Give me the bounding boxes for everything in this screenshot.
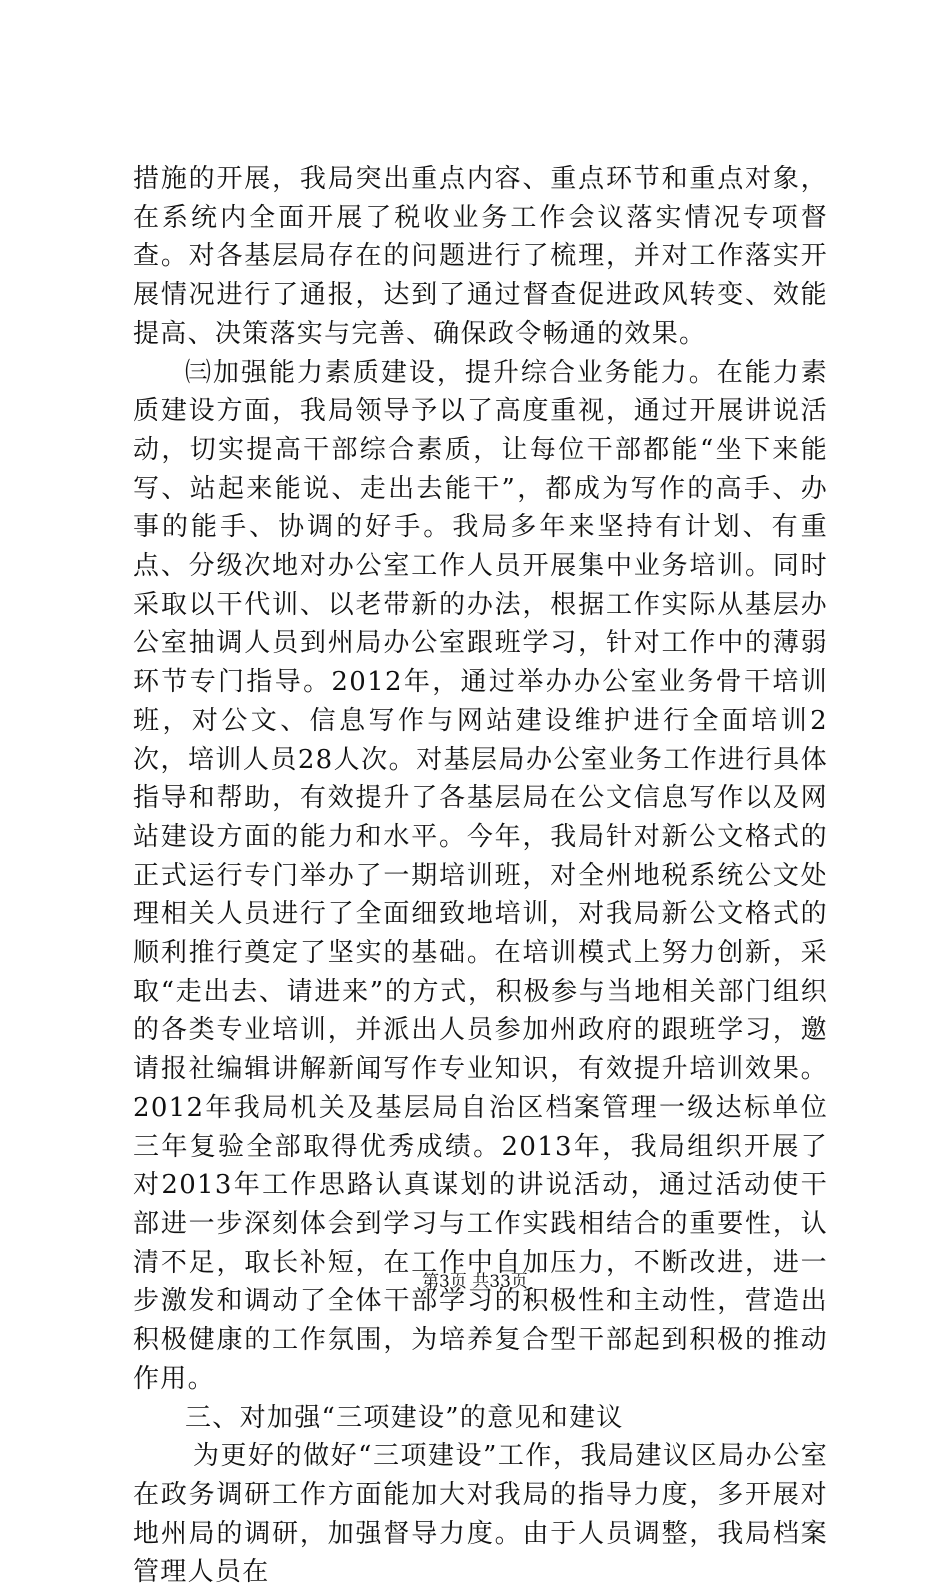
page-number-footer: 第3页 共33页 [422, 1272, 528, 1292]
section-heading-suggestions: 三、对加强“三项建设”的意见和建议 [185, 1402, 624, 1433]
paragraph-supervision-continued: 措施的开展，我局突出重点内容、重点环节和重点对象，在系统内全面开展了税收业务工作会议落实情况专项督查。对各基层局存在的问题进行了梳理，并对工作落实开展情况进行了通报，达到了通过督查促进政风转变、效能提高、决策落实与完善、确保政令畅通的效果。 [133, 164, 828, 349]
paragraph-suggestions: 为更好的做好“三项建设”工作，我局建议区局办公室在政务调研工作方面能加大对我局的指导力度，多开展对地州局的调研，加强督导力度。由于人员调整，我局档案管理人员在 [133, 1441, 828, 1588]
document-body [133, 160, 828, 1592]
paragraph-capability-building: ㈢加强能力素质建设，提升综合业务能力。在能力素质建设方面，我局领导予以了高度重视，通过开展讲说活动，切实提高干部综合素质，让每位干部都能“坐下来能写、站起来能说、走出去能干”，都成为写作的高手、办事的能手、协调的好手。我局多年来坚持有计划、有重点、分级次地对办公室工作人员开展集中业务培训。同时采取以干代训、以老带新的办法，根据工作实际从基层办公室抽调人员到州局办公室跟班学习，针对工作中的薄弱环节专门指导。2012年，通过举办办公室业务骨干培训班，对公文、信息写作与网站建设维护进行全面培训2次，培训人员28人次。对基层局办公室业务工作进行具体指导和帮助，有效提升了各基层局在公文信息写作以及网站建设方面的能力和水平。今年，我局针对新公文格式的正式运行专门举办了一期培训班，对全州地税系统公文处理相关人员进行了全面细致地培训，对我局新公文格式的顺利推行奠定了坚实的基础。在培训模式上努力创新，采取“走出去、请进来”的方式，积极参与当地相关部门组织的各类专业培训，并派出人员参加州政府的跟班学习，邀请报社编辑讲解新闻写作专业知识，有效提升培训效果。2012年我局机关及基层局自治区档案管理一级达标单位三年复验全部取得优秀成绩。2013年，我局组织开展了对2013年工作思路认真谋划的讲说活动，通过活动使干部进一步深刻体会到学习与工作实践相结合的重要性，认清不足，取长补短，在工作中自加压力，不断改进，进一步激发和调动了全体干部学习的积极性和主动性，营造出积极健康的工作氛围，为培养复合型干部起到积极的推动作用。 [133, 357, 828, 1394]
